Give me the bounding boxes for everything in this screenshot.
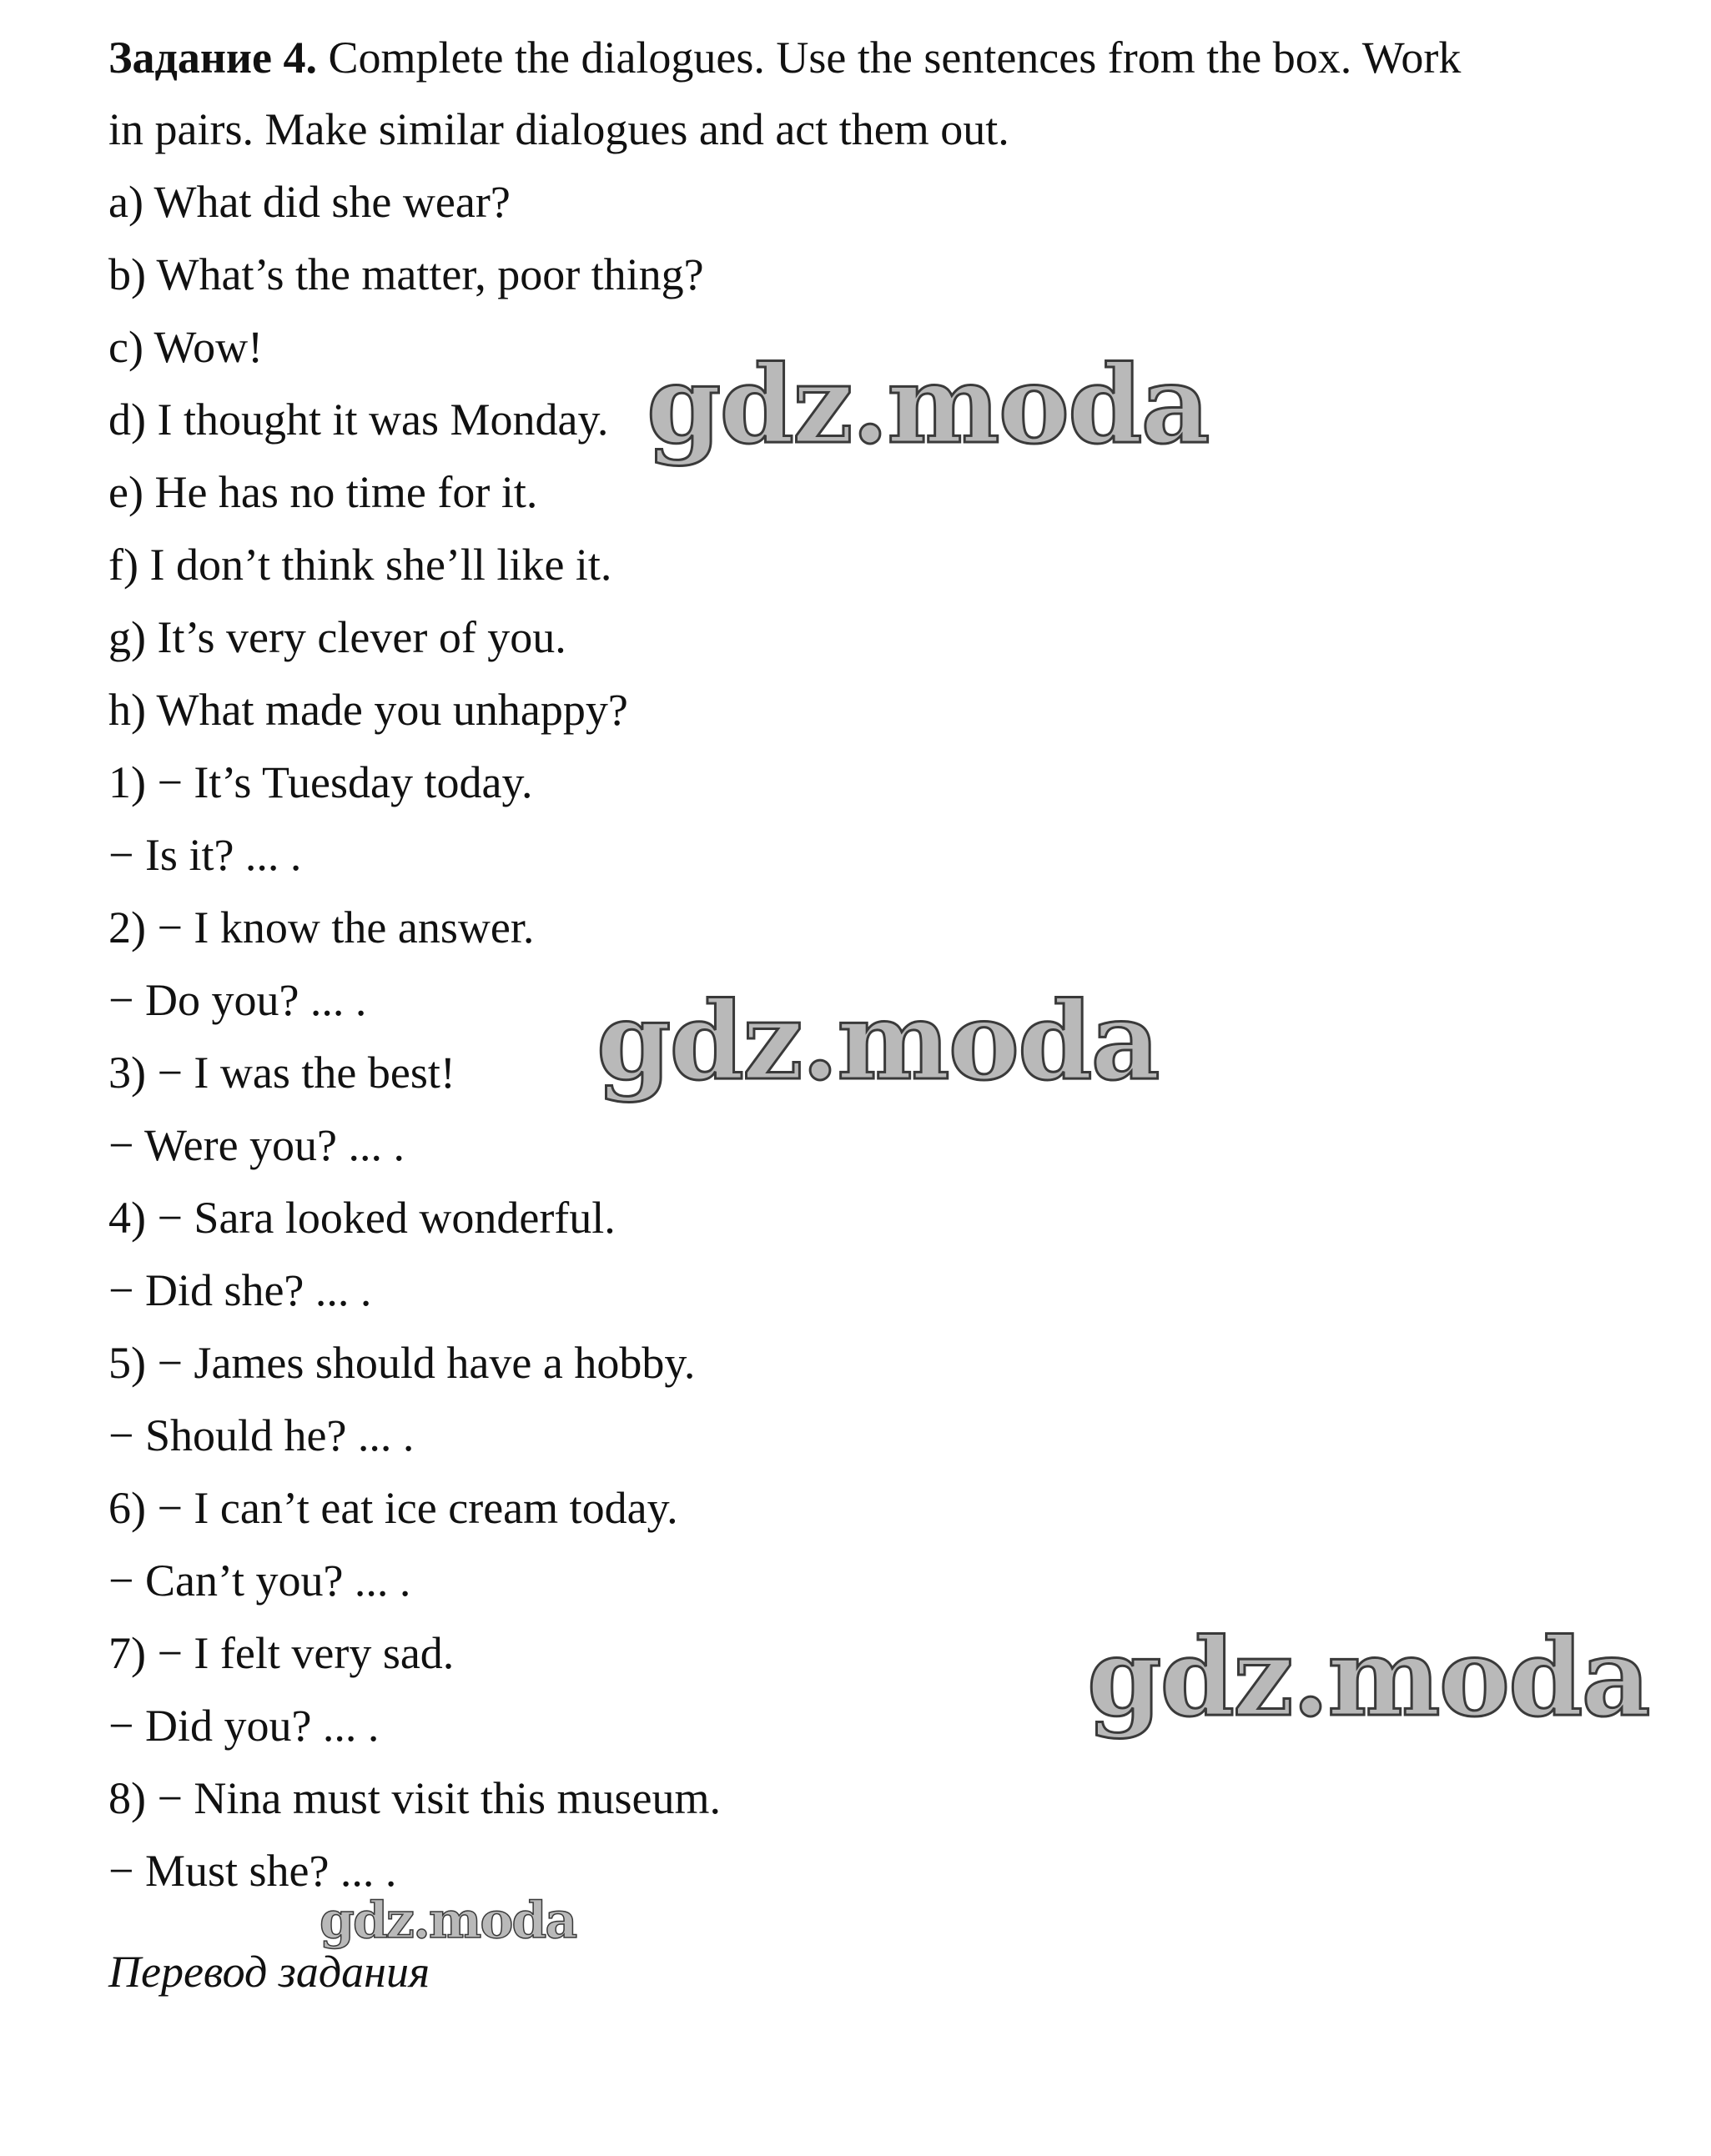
task-instruction-line-1 (108, 33, 1462, 83)
dialogue-3-line: 3) − I was the best! (108, 1048, 455, 1098)
dialogue-6-reply: − Can’t you? ... . (108, 1555, 411, 1606)
option-g: g) It’s very clever of you. (108, 612, 566, 662)
watermark-logo: gdz.moda (320, 1892, 576, 1950)
watermark-logo: gdz.moda (647, 343, 1209, 468)
dialogue-8-reply: − Must she? ... . (108, 1846, 397, 1896)
watermark-logo: gdz.moda (1087, 1616, 1649, 1741)
dialogue-3-reply: − Were you? ... . (108, 1120, 405, 1170)
dialogue-2-line: 2) − I know the answer. (108, 902, 535, 952)
option-b: b) What’s the matter, poor thing? (108, 249, 704, 299)
dialogue-7-line: 7) − I felt very sad. (108, 1628, 455, 1678)
translation-heading: Перевод задания (108, 1947, 430, 1997)
dialogue-5-line: 5) − James should have a hobby. (108, 1338, 696, 1388)
option-f: f) I don’t think she’ll like it. (108, 540, 612, 590)
dialogue-2-reply: − Do you? ... . (108, 975, 367, 1025)
dialogue-5-reply: − Should he? ... . (108, 1410, 415, 1460)
option-d: d) I thought it was Monday. (108, 395, 609, 445)
option-c: c) Wow! (108, 322, 264, 372)
task-instruction-line-2: in pairs. Make similar dialogues and act them out. (108, 104, 1009, 154)
task-instruction-text: Complete the dialogues. Use the sentences from the box. Work (317, 33, 1462, 83)
dialogue-1-reply: − Is it? ... . (108, 830, 302, 880)
dialogue-1-line: 1) − It’s Tuesday today. (108, 757, 533, 807)
watermark-logo: gdz.moda (596, 979, 1159, 1104)
dialogue-4-line: 4) − Sara looked wonderful. (108, 1193, 616, 1243)
option-e: e) He has no time for it. (108, 467, 538, 517)
option-a: a) What did she wear? (108, 177, 511, 227)
dialogue-6-line: 6) − I can’t eat ice cream today. (108, 1483, 678, 1533)
dialogue-7-reply: − Did you? ... . (108, 1701, 380, 1751)
option-h: h) What made you unhappy? (108, 685, 628, 735)
dialogue-8-line: 8) − Nina must visit this museum. (108, 1773, 721, 1823)
dialogue-4-reply: − Did she? ... . (108, 1265, 372, 1315)
task-label: Задание 4. (108, 33, 318, 83)
